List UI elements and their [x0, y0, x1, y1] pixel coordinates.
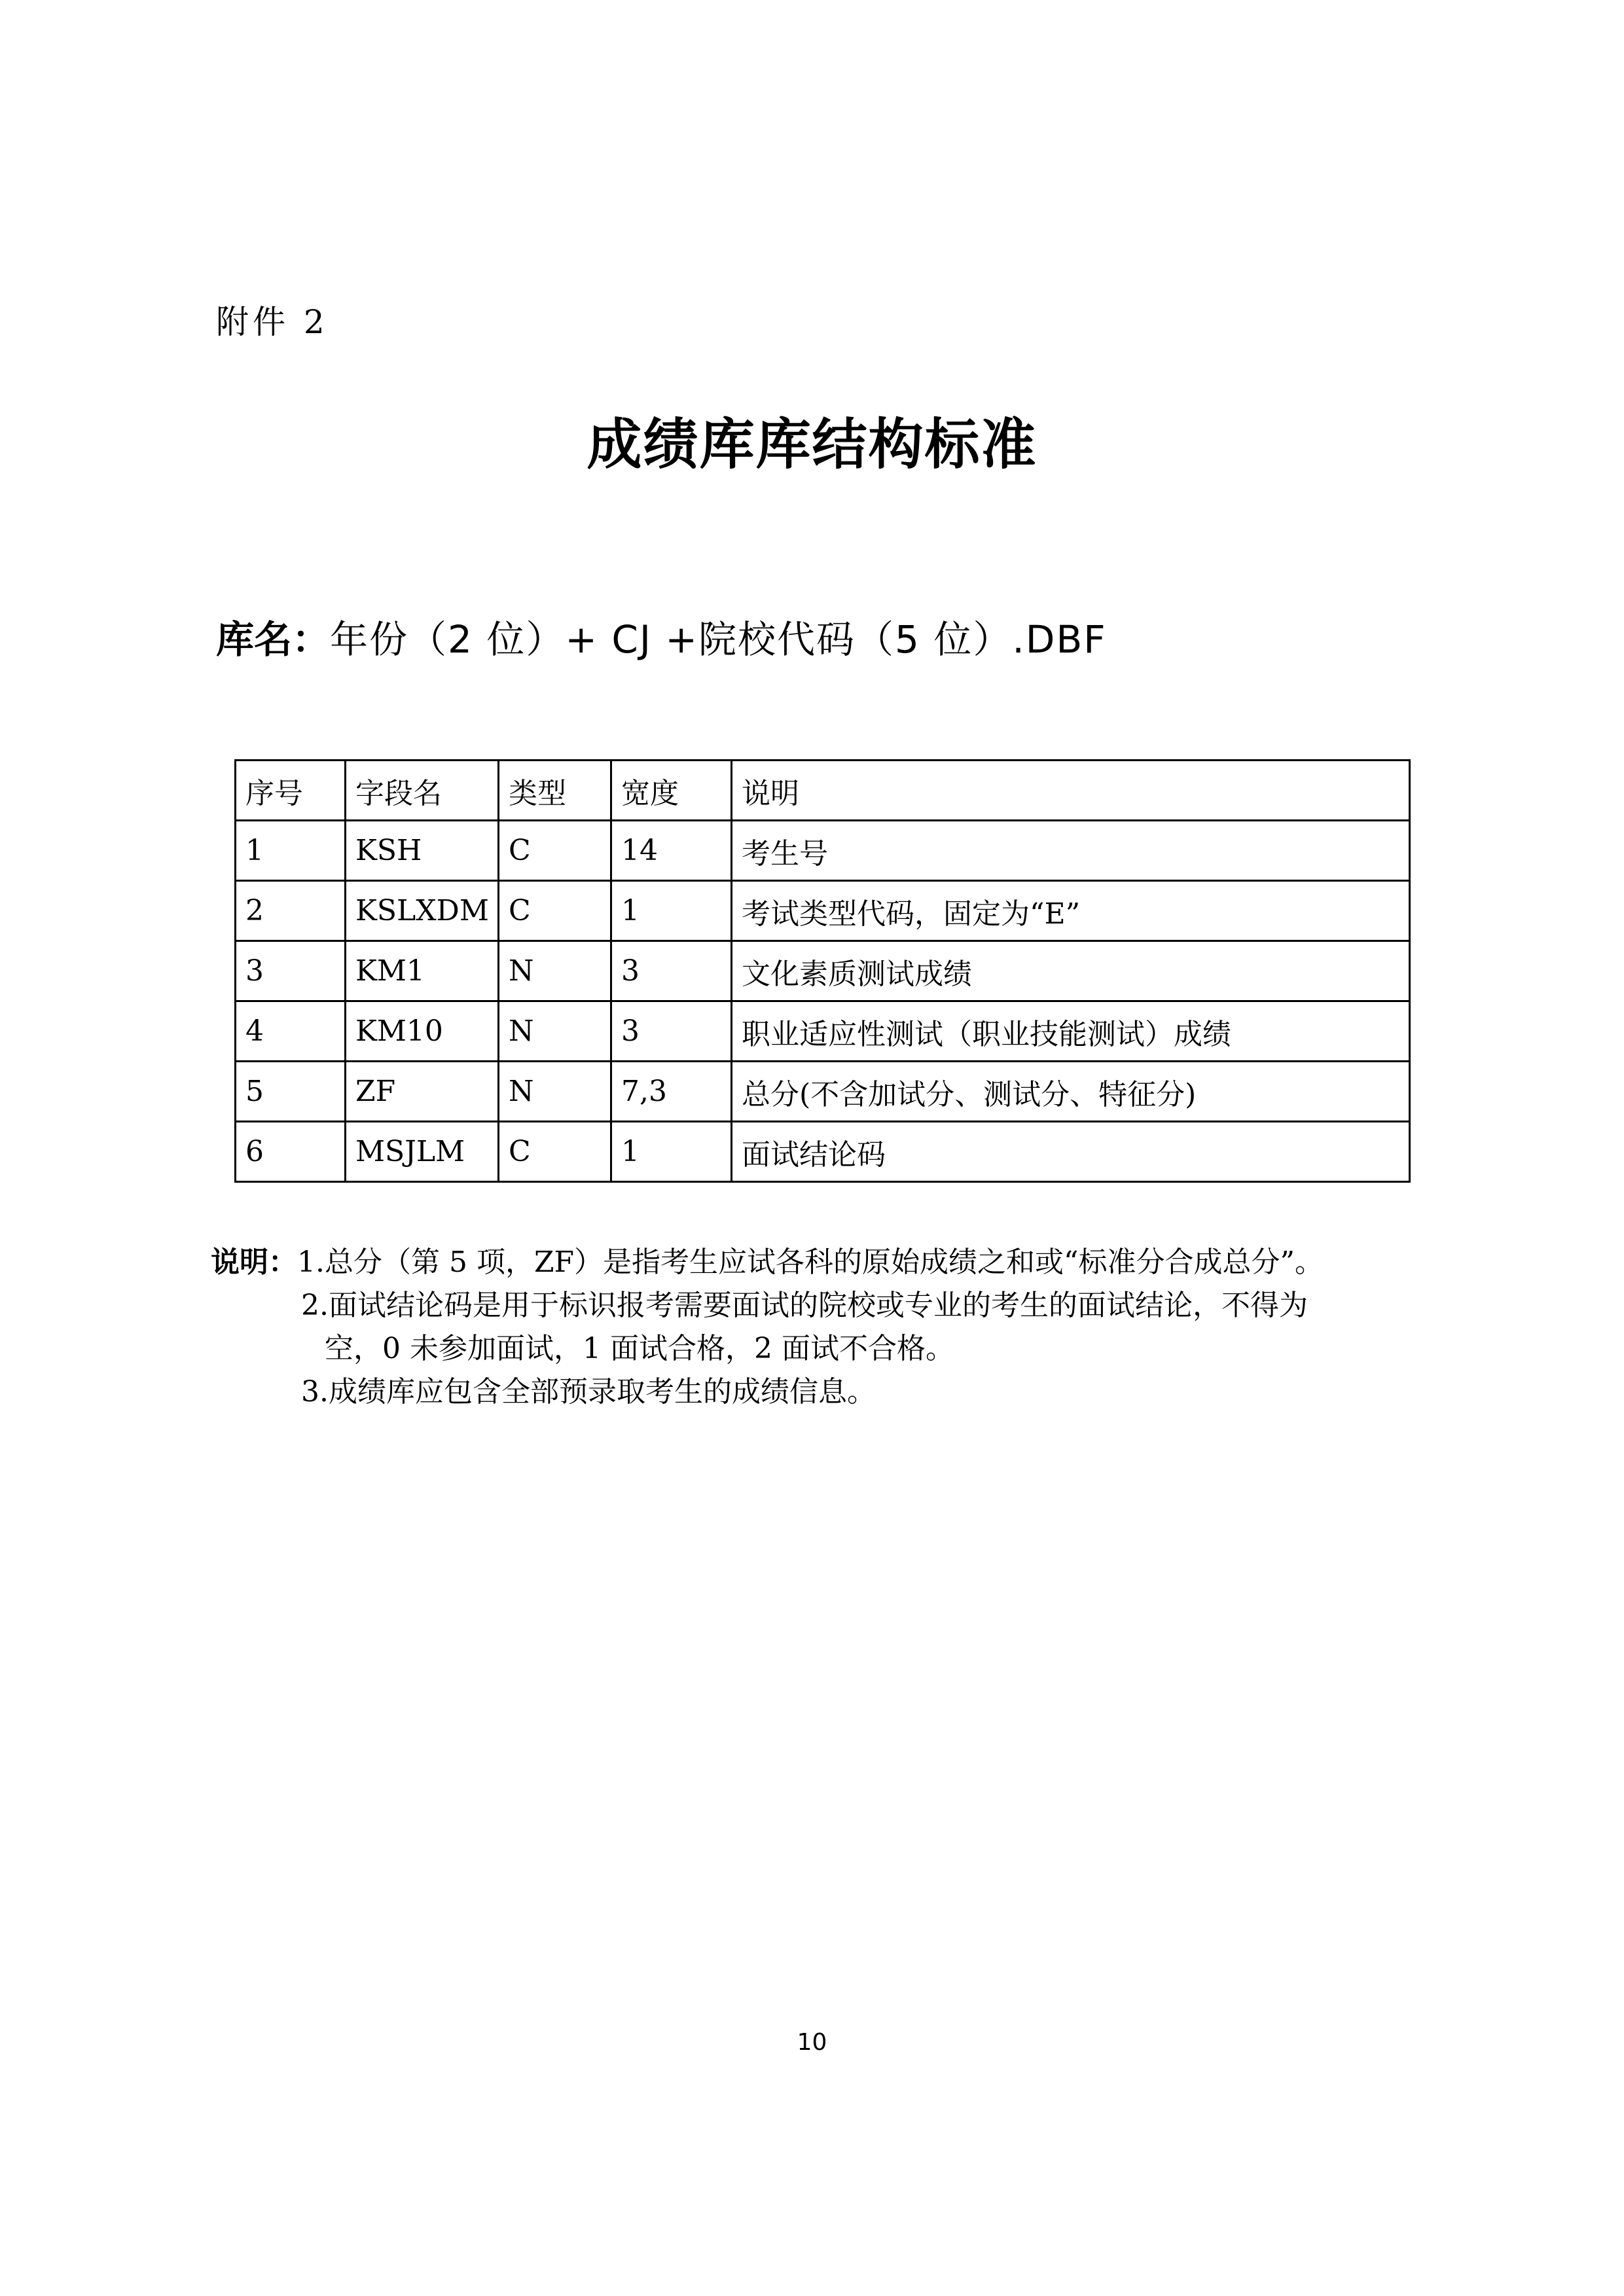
cell-seq: 6 [236, 1122, 346, 1182]
notes-label: 说明： [211, 1246, 297, 1279]
table-row [236, 881, 1410, 941]
cell-seq: 5 [236, 1062, 346, 1122]
cell-seq: 1 [236, 821, 346, 881]
cell-width: 3 [611, 941, 732, 1001]
cell-width: 7,3 [611, 1062, 732, 1122]
note-line-3: 3.成绩库应包含全部预录取考生的成绩信息。 [301, 1375, 876, 1408]
cell-seq: 2 [236, 881, 346, 941]
db-name-line [216, 609, 1107, 664]
cell-field-name: KSLXDM [346, 881, 499, 941]
cell-seq: 3 [236, 941, 346, 1001]
cell-field-name: KSH [346, 821, 499, 881]
note-line-2-continued: 空，0 未参加面试，1 面试合格，2 面试不合格。 [325, 1332, 954, 1365]
cell-type: N [499, 1001, 611, 1062]
cell-type: C [499, 881, 611, 941]
cell-field-name: KM10 [346, 1001, 499, 1062]
cell-width: 1 [611, 1122, 732, 1182]
cell-description: 考生号 [732, 821, 1410, 881]
note-1-text: 1.总分（第 5 项，ZF）是指考生应试各科的原始成绩之和或“标准分合成总分”。 [297, 1246, 1324, 1279]
db-name-label: 库名： [216, 617, 331, 662]
cell-width: 3 [611, 1001, 732, 1062]
cell-type: N [499, 1062, 611, 1122]
cell-seq: 4 [236, 1001, 346, 1062]
note-line-2: 2.面试结论码是用于标识报考需要面试的院校或专业的考生的面试结论，不得为 [301, 1289, 1308, 1322]
table-row [236, 1001, 1410, 1062]
cell-description: 总分(不含加试分、测试分、特征分) [732, 1062, 1410, 1122]
cell-description: 考试类型代码，固定为“E” [732, 881, 1410, 941]
header-width: 宽度 [611, 761, 732, 821]
header-type: 类型 [499, 761, 611, 821]
cell-type: C [499, 821, 611, 881]
document-title: 成绩库库结构标准 [586, 412, 1038, 476]
table-row [236, 821, 1410, 881]
cell-type: C [499, 1122, 611, 1182]
table-header-row [236, 761, 1410, 821]
db-name-value: 年份（2 位）+ CJ +院校代码（5 位）.DBF [330, 617, 1107, 662]
cell-field-name: ZF [346, 1062, 499, 1122]
cell-description: 职业适应性测试（职业技能测试）成绩 [732, 1001, 1410, 1062]
header-field-name: 字段名 [346, 761, 499, 821]
table-row [236, 1122, 1410, 1182]
cell-description: 面试结论码 [732, 1122, 1410, 1182]
page-number: 10 [797, 2029, 827, 2056]
table-row [236, 1062, 1410, 1122]
cell-width: 14 [611, 821, 732, 881]
cell-field-name: MSJLM [346, 1122, 499, 1182]
notes-block [211, 1241, 1324, 1414]
cell-type: N [499, 941, 611, 1001]
attachment-label: 附件 2 [216, 303, 329, 341]
header-seq: 序号 [236, 761, 346, 821]
header-description: 说明 [732, 761, 1410, 821]
note-line-1 [211, 1241, 1324, 1284]
cell-width: 1 [611, 881, 732, 941]
cell-field-name: KM1 [346, 941, 499, 1001]
cell-description: 文化素质测试成绩 [732, 941, 1410, 1001]
structure-table [234, 759, 1411, 1183]
table-row [236, 941, 1410, 1001]
